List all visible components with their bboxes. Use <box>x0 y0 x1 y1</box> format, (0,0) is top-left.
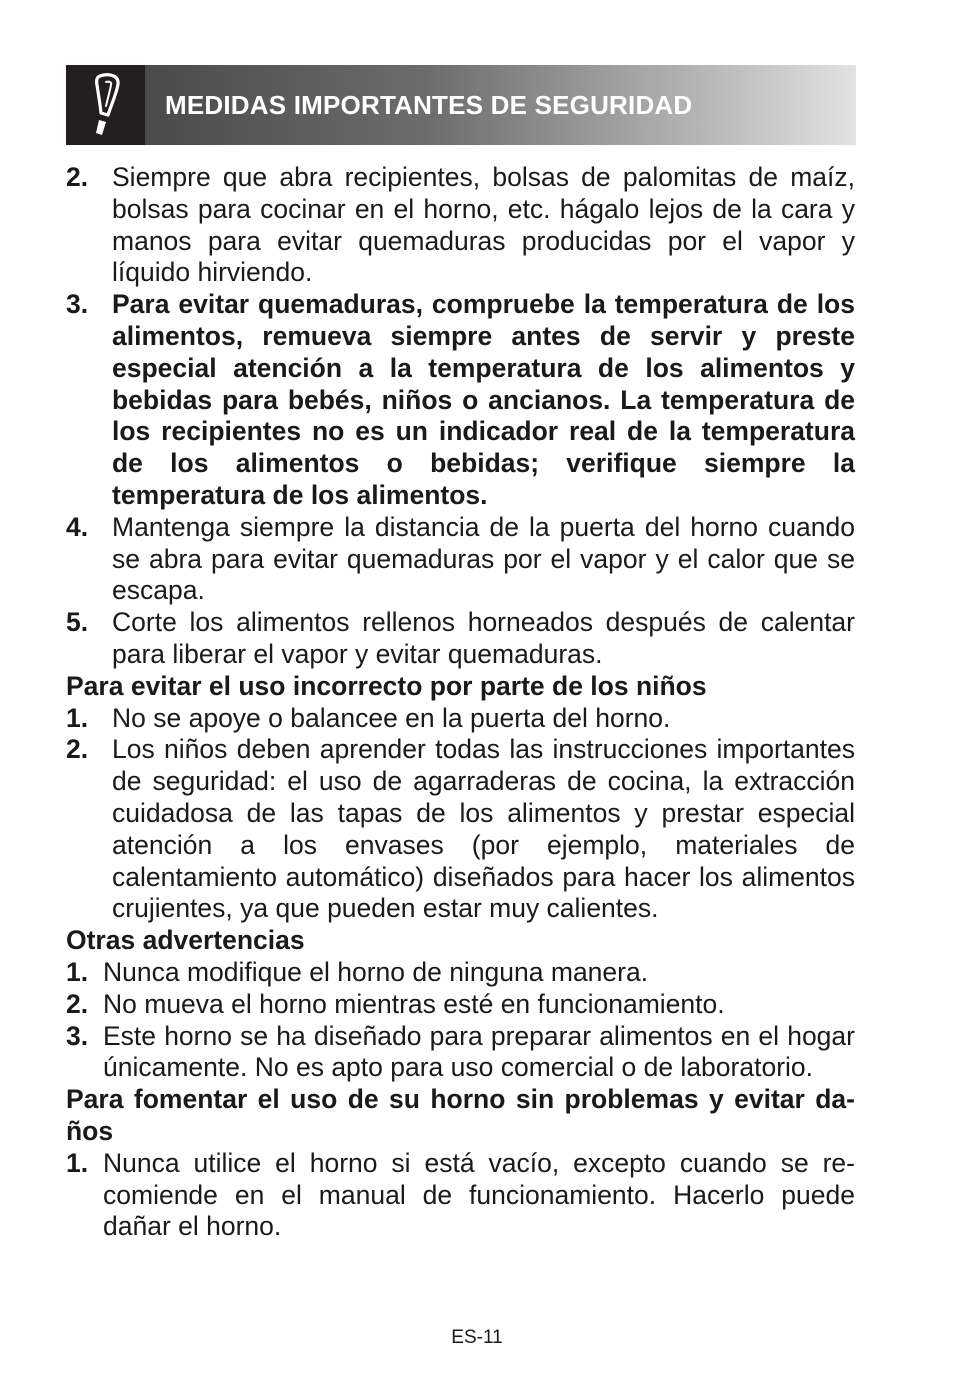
list-item-text: Siempre que abra recipientes, bolsas de palomitas de maíz, bolsas para cocinar en el horno, etc. hágalo lejos de la cara y manos para evitar quemaduras producidas por el vapor y líquido hirviendo. <box>112 162 855 288</box>
list-item <box>66 162 855 289</box>
list-item <box>66 1021 855 1085</box>
list-item-number: 2. <box>66 734 89 765</box>
header-icon-box <box>66 65 145 145</box>
page-number: ES-11 <box>451 1327 503 1348</box>
list-item-number: 3. <box>66 1020 89 1051</box>
list-item <box>66 512 855 607</box>
list-item <box>66 1148 855 1243</box>
list-item-text: Nunca modifique el horno de ninguna manera. <box>103 956 649 987</box>
list-item-number: 5. <box>66 607 89 638</box>
list-item-text: Los niños deben aprender todas las instrucciones importantes de seguridad: el uso de agarraderas de cocina, la extracción cuidadosa de las tapas de los alimentos y prestar especial atención a los envases (por ejemplo, materiales de calentamiento automático) diseñados para hacer los alimentos crujientes, ya que pueden estar muy calientes. <box>112 734 855 924</box>
list-item-number: 1. <box>66 956 89 987</box>
list-item-text: Mantenga siempre la distancia de la puerta del horno cuando se abra para evitar quemaduras por el vapor y el calor que se escapa. <box>112 511 855 606</box>
list-item-text: Nunca utilice el horno si está vacío, excepto cuando se recomiende en el manual de funcionamiento. Hacerlo puede dañar el horno. <box>103 1147 855 1242</box>
list-item-number: 3. <box>66 289 89 320</box>
page-title: MEDIDAS IMPORTANTES DE SEGURIDAD <box>165 89 693 120</box>
list-item <box>66 989 855 1021</box>
section-header <box>66 65 856 145</box>
section-heading-avoid-damage: Para fomentar el uso de su horno sin problemas y evitar daños <box>66 1084 855 1146</box>
list-item-text: No mueva el horno mientras esté en funcionamiento. <box>103 988 725 1019</box>
list-item <box>66 734 855 925</box>
list-item <box>66 703 855 735</box>
header-title-box <box>145 65 856 145</box>
caution-exclamation-icon <box>86 72 126 138</box>
list-item <box>66 957 855 989</box>
list-item-text: Corte los alimentos rellenos horneados después de calentar para liberar el vapor y evitar quemaduras. <box>112 607 855 669</box>
list-item-number: 2. <box>66 162 89 192</box>
list-item-number: 1. <box>66 702 89 733</box>
list-item-number: 2. <box>66 988 89 1019</box>
list-item-text: No se apoye o balancee en la puerta del horno. <box>112 702 671 733</box>
list-item-number: 1. <box>66 1147 89 1178</box>
document-body <box>66 162 855 1243</box>
list-item <box>66 289 855 512</box>
list-item-text: Este horno se ha diseñado para preparar alimentos en el hogar únicamente. No es apto para uso comercial o de laboratorio. <box>103 1020 855 1083</box>
section-heading-children: Para evitar el uso incorrecto por parte de los niños <box>66 670 707 701</box>
list-item-text: Para evitar quemaduras, compruebe la temperatura de los alimentos, remueva siempre antes de servir y preste especial atención a la temperatura de los alimentos y bebidas para bebés, niños o ancianos. La temperatura de los recipientes no es un indicador real de la temperatura de los alimentos o bebidas; verifique siempre la temperatura de los alimentos. <box>112 289 855 510</box>
list-item-number: 4. <box>66 511 89 542</box>
list-item <box>66 607 855 671</box>
section-heading-other-warnings: Otras advertencias <box>66 925 305 956</box>
